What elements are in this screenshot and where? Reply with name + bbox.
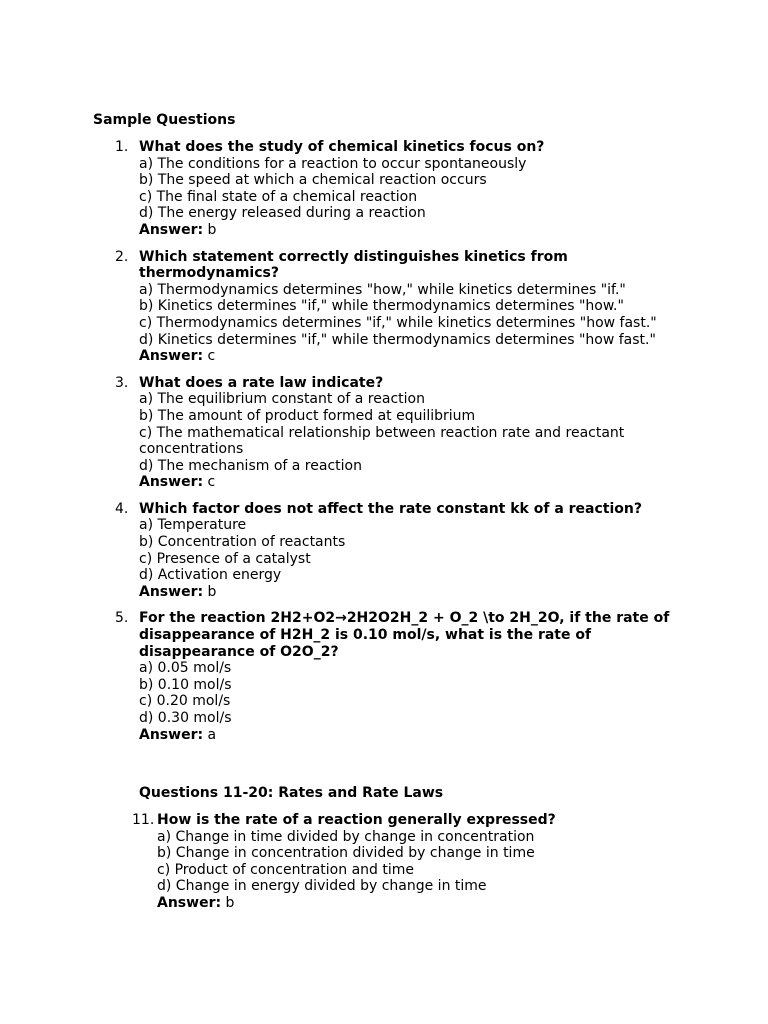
answer-value: a bbox=[207, 726, 217, 743]
answer-line bbox=[139, 727, 679, 744]
question-list bbox=[115, 139, 679, 753]
answer-option: b) The speed at which a chemical reaction occurs bbox=[139, 172, 487, 189]
question-list-section2 bbox=[132, 812, 677, 922]
answer-option: a) The equilibrium constant of a reaction bbox=[139, 391, 425, 408]
answer-label: Answer: bbox=[139, 583, 204, 600]
answer-label: Answer: bbox=[139, 726, 204, 743]
question-number: 4. bbox=[115, 500, 129, 517]
question-item bbox=[115, 374, 679, 491]
question-item bbox=[115, 610, 679, 743]
answer-value: c bbox=[207, 348, 216, 365]
answer-label: Answer: bbox=[139, 474, 204, 491]
answer-option: c) The mathematical relationship between reaction rate and reactant concentrations bbox=[139, 424, 625, 458]
answer-label: Answer: bbox=[157, 894, 222, 911]
answer-option: d) Kinetics determines "if," while thermodynamics determines "how fast." bbox=[139, 331, 656, 348]
answer-option: a) Change in time divided by change in concentration bbox=[157, 828, 535, 845]
answer-option: d) Change in energy divided by change in time bbox=[157, 878, 487, 895]
question-text: How is the rate of a reaction generally expressed? bbox=[157, 812, 556, 828]
answer-option: c) The final state of a chemical reaction bbox=[139, 188, 418, 205]
answer-option: b) 0.10 mol/s bbox=[139, 676, 232, 693]
answer-option: b) Change in concentration divided by change in time bbox=[157, 845, 535, 862]
answer-option: d) 0.30 mol/s bbox=[139, 710, 232, 726]
answer-option: b) Kinetics determines "if," while thermodynamics determines "how." bbox=[139, 298, 624, 315]
answer-label: Answer: bbox=[139, 221, 204, 238]
question-number: 2. bbox=[115, 248, 129, 265]
answer-value: c bbox=[207, 474, 216, 491]
answer-line bbox=[139, 584, 679, 601]
answer-option: c) Thermodynamics determines "if," while kinetics determines "how fast." bbox=[139, 314, 657, 331]
answer-option: a) Temperature bbox=[139, 517, 247, 534]
question-number: 5. bbox=[115, 610, 129, 627]
answer-option: a) Thermodynamics determines "how," while kinetics determines "if." bbox=[139, 281, 626, 298]
answer-option: b) The amount of product formed at equilibrium bbox=[139, 407, 476, 424]
question-item bbox=[132, 812, 677, 912]
answer-value: b bbox=[207, 583, 217, 600]
question-item bbox=[115, 139, 679, 239]
question-number: 1. bbox=[115, 139, 129, 155]
question-text: What does a rate law indicate? bbox=[139, 374, 384, 391]
answer-label: Answer: bbox=[139, 348, 204, 365]
answer-value: b bbox=[225, 894, 235, 911]
question-number: 3. bbox=[115, 374, 129, 391]
section-heading: Questions 11-20: Rates and Rate Laws bbox=[139, 785, 444, 801]
question-text: Which factor does not affect the rate constant kk of a reaction? bbox=[139, 500, 642, 517]
answer-option: b) Concentration of reactants bbox=[139, 534, 346, 551]
answer-line bbox=[139, 222, 679, 239]
page-heading: Sample Questions bbox=[93, 112, 236, 128]
answer-option: a) The conditions for a reaction to occur spontaneously bbox=[139, 155, 527, 172]
answer-line bbox=[139, 474, 679, 491]
question-item bbox=[115, 500, 679, 601]
answer-option: c) Presence of a catalyst bbox=[139, 550, 311, 567]
question-text: For the reaction 2H2+O2→2H2O2H_2 + O_2 \to 2H_2O, if the rate of disappearance of H2H_2 is 0.10 mol/s, what is the rate of disappearance of O2O_2? bbox=[139, 610, 670, 660]
answer-option: d) Activation energy bbox=[139, 567, 282, 584]
question-text: Which statement correctly distinguishes kinetics from thermodynamics? bbox=[139, 248, 568, 282]
question-item bbox=[115, 248, 679, 365]
answer-option: d) The mechanism of a reaction bbox=[139, 457, 362, 474]
question-number: 11. bbox=[132, 812, 155, 828]
answer-value: b bbox=[207, 221, 217, 238]
answer-line bbox=[139, 348, 679, 365]
question-text: What does the study of chemical kinetics focus on? bbox=[139, 139, 545, 155]
answer-option: c) 0.20 mol/s bbox=[139, 693, 231, 710]
answer-option: d) The energy released during a reaction bbox=[139, 205, 426, 222]
answer-option: a) 0.05 mol/s bbox=[139, 660, 232, 677]
answer-line bbox=[157, 895, 677, 912]
answer-option: c) Product of concentration and time bbox=[157, 861, 414, 878]
